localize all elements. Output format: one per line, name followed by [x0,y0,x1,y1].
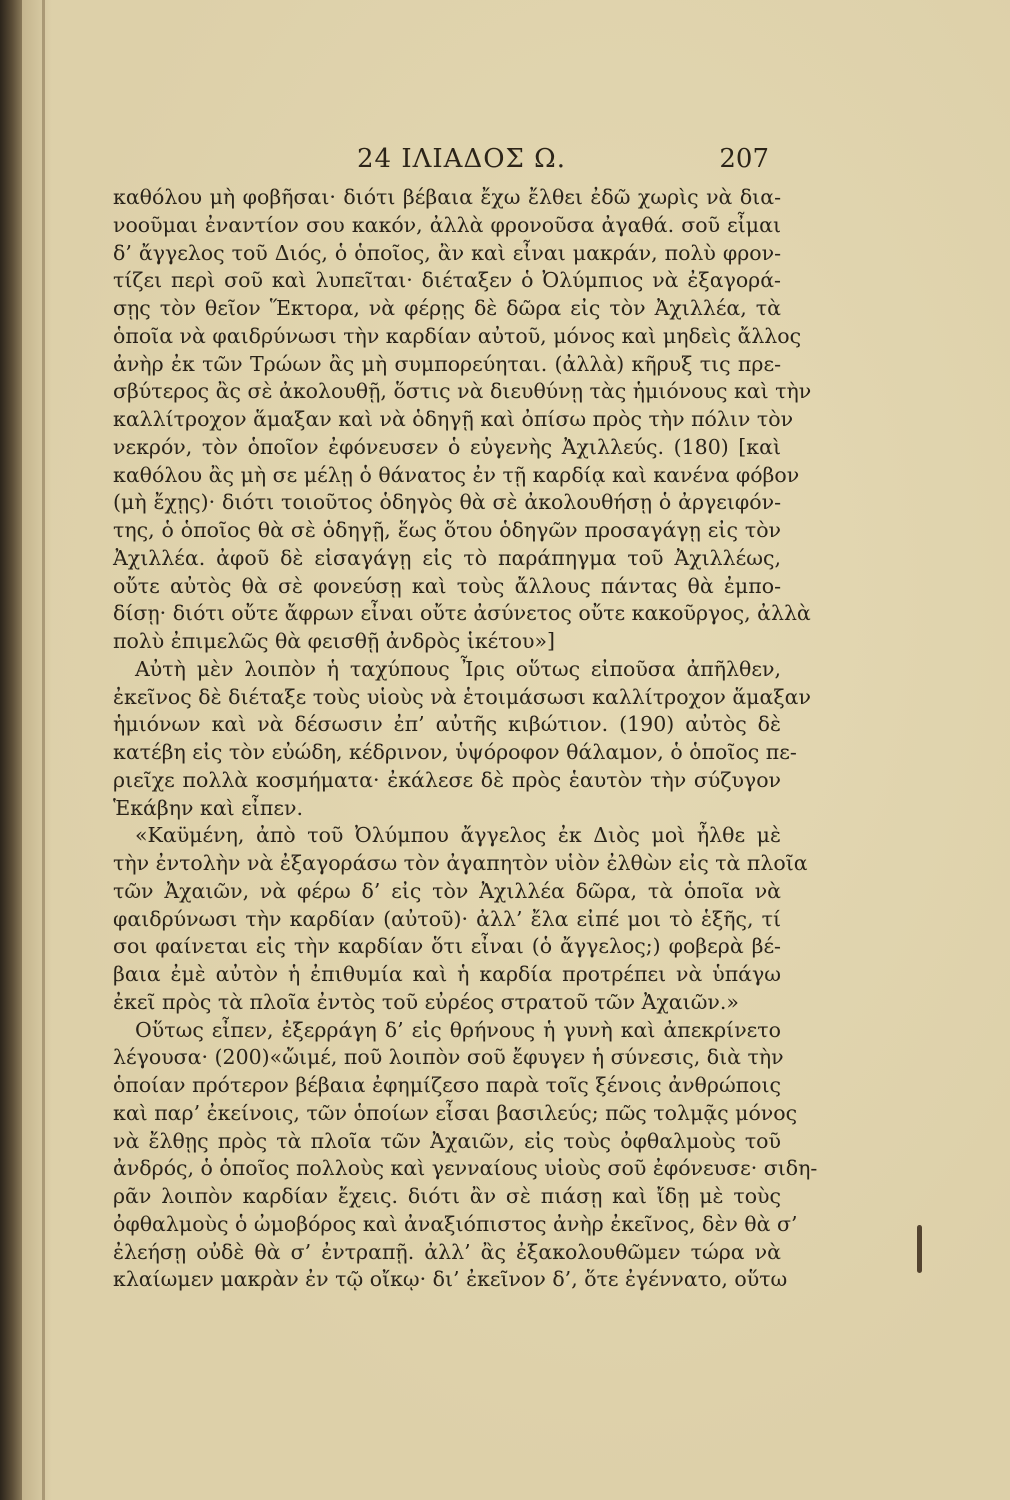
text-line: «Καϋμένη, ἀπὸ τοῦ Ὀλύμπου ἄγγελος ἐκ Διὸς μοὶ ἦλθε μὲ [135,823,781,848]
text-line: οὔτε αὐτὸς θὰ σὲ φονεύσῃ καὶ τοὺς ἄλλους πάντας θὰ ἐμπο- [113,573,781,598]
text-line: Οὕτως εἶπεν, ἐξερράγη δ’ εἰς θρήνους ἡ γυνὴ καὶ ἀπεκρίνετο [135,1017,781,1042]
text-line: Ἀχιλλέα. ἀφοῦ δὲ εἰσαγάγῃ εἰς τὸ παράπηγμα τοῦ Ἀχιλλέως, [113,545,781,570]
text-line: Ἑκάβην καὶ εἶπεν. [113,795,303,820]
text-line: ἐκεῖνος δὲ διέταξε τοὺς υἱοὺς νὰ ἑτοιμάσωσι καλλίτροχον ἅμαξαν [113,684,811,709]
text-line: ἀνδρός, ὁ ὁποῖος πολλοὺς καὶ γενναίους υἱοὺς σοῦ ἐφόνευσε· σιδη- [113,1156,818,1181]
running-header [357,144,777,184]
text-line: ἡμιόνων καὶ νὰ δέσωσιν ἐπ’ αὐτῆς κιβώτιον. (190) αὐτὸς δὲ [113,712,781,737]
text-line: ὁποῖα νὰ φαιδρύνωσι τὴν καρδίαν αὐτοῦ, μόνος καὶ μηδεὶς ἄλλος [113,323,802,348]
text-line: ριεῖχε πολλὰ κοσμήματα· ἐκάλεσε δὲ πρὸς ἑαυτὸν τὴν σύζυγον [113,767,781,792]
text-line: δ’ ἄγγελος τοῦ Διός, ὁ ὁποῖος, ἂν καὶ εἶναι μακράν, πολὺ φρον- [113,240,781,265]
text-line: σβύτερος ἂς σὲ ἀκολουθῇ, ὅστις νὰ διευθύνῃ τὰς ἡμιόνους καὶ τὴν [113,379,812,404]
text-line: σῃς τὸν θεῖον Ἕκτορα, νὰ φέρῃς δὲ δῶρα εἰς τὸν Ἀχιλλέα, τὰ [113,296,781,320]
text-line: ἐλεήσῃ οὐδὲ θὰ σ’ ἐντραπῇ. ἀλλ’ ἂς ἐξακολουθῶμεν τώρα νὰ [113,1239,781,1264]
text-line: Αὐτὴ μὲν λοιπὸν ἡ ταχύπους Ἶρις οὕτως εἰποῦσα ἀπῆλθεν, [135,656,781,681]
text-line: ρᾶν λοιπὸν καρδίαν ἔχεις. διότι ἂν σὲ πιάσῃ καὶ ἴδῃ μὲ τοὺς [113,1184,781,1208]
text-line: κλαίωμεν μακρὰν ἐν τῷ οἴκῳ· δι’ ἐκεῖνον δ’, ὅτε ἐγέννατο, οὕτω [113,1267,788,1292]
text-line: πολὺ ἐπιμελῶς θὰ φεισθῇ ἀνδρὸς ἱκέτου»] [113,629,555,653]
page-fold-shadow [42,0,45,1500]
text-block [113,184,818,1294]
text-line: λέγουσα· (200)«ὤιμέ, ποῦ λοιπὸν σοῦ ἔφυγεν ἡ σύνεσις, διὰ τὴν [113,1045,784,1070]
text-line: καθόλου ἂς μὴ σε μέλῃ ὁ θάνατος ἐν τῇ καρδίᾳ καὶ κανένα φόβον [113,462,800,487]
text-line: καθόλου μὴ φοβῆσαι· διότι βέβαια ἔχω ἔλθει ἐδῶ χωρὶς νὰ δια- [113,185,781,209]
text-line: σοι φαίνεται εἰς τὴν καρδίαν ὅτι εἶναι (ὁ ἄγγελος;) φοβερὰ βέ- [113,934,781,959]
text-line: βαια ἐμὲ αὐτὸν ἡ ἐπιθυμία καὶ ἡ καρδία προτρέπει νὰ ὑπάγω [113,962,781,986]
ink-mark [917,1225,922,1273]
text-line: ὀφθαλμοὺς ὁ ὠμοβόρος καὶ ἀναξιόπιστος ἀνὴρ ἐκεῖνος, δὲν θὰ σ’ [113,1211,798,1236]
text-line: φαιδρύνωσι τὴν καρδίαν (αὐτοῦ)· ἀλλ’ ἔλα εἰπέ μοι τὸ ἑξῆς, τί [113,906,781,931]
text-line: τὴν ἐντολὴν νὰ ἐξαγοράσω τὸν ἀγαπητὸν υἱὸν ἐλθὼν εἰς τὰ πλοῖα [113,851,808,875]
text-line: ἀνὴρ ἐκ τῶν Τρώων ἂς μὴ συμπορεύηται. (ἀλλὰ) κῆρυξ τις πρε- [113,351,781,376]
page-number: 207 [719,144,769,174]
book-left-edge [0,0,22,1500]
text-line: της, ὁ ὁποῖος θὰ σὲ ὁδηγῇ, ἕως ὅτου ὁδηγῶν προσαγάγῃ εἰς τὸν [113,518,781,542]
text-line: ὁποίαν πρότερον βέβαια ἐφημίζεσο παρὰ τοῖς ξένοις ἀνθρώποις [113,1073,781,1097]
text-line: δίσῃ· διότι οὔτε ἄφρων εἶναι οὔτε ἀσύνετος οὔτε κακοῦργος, ἀλλὰ [113,601,811,626]
text-line: καὶ παρ’ ἐκείνοις, τῶν ὁποίων εἶσαι βασιλεύς; πῶς τολμᾷς μόνος [113,1100,798,1125]
text-line: τῶν Ἀχαιῶν, νὰ φέρω δ’ εἰς τὸν Ἀχιλλέα δῶρα, τὰ ὁποῖα νὰ [113,878,781,903]
text-line: νεκρόν, τὸν ὁποῖον ἐφόνευσεν ὁ εὐγενὴς Ἀχιλλεύς. (180) [καὶ [113,434,781,459]
text-line: κατέβη εἰς τὸν εὐώδη, κέδρινον, ὑψόροφον θάλαμον, ὁ ὁποῖος πε- [113,740,797,764]
text-line: νοοῦμαι ἐναντίον σου κακόν, ἀλλὰ φρονοῦσα ἀγαθά. σοῦ εἶμαι [113,212,781,237]
text-line: τίζει περὶ σοῦ καὶ λυπεῖται· διέταξεν ὁ Ὀλύμπιος νὰ ἐξαγορά- [113,268,781,293]
text-line: (μὴ ἔχῃς)· διότι τοιοῦτος ὁδηγὸς θὰ σὲ ἀκολουθήσῃ ὁ ἀργειφόν- [113,490,781,515]
text-line: καλλίτροχον ἅμαξαν καὶ νὰ ὁδηγῇ καὶ ὀπίσω πρὸς τὴν πόλιν τὸν [113,407,794,431]
text-line: ἐκεῖ πρὸς τὰ πλοῖα ἐντὸς τοῦ εὐρέος στρατοῦ τῶν Ἀχαιῶν.» [113,989,739,1014]
text-line: νὰ ἔλθῃς πρὸς τὰ πλοῖα τῶν Ἀχαιῶν, εἰς τοὺς ὀφθαλμοὺς τοῦ [113,1128,781,1153]
running-title: 24 ΙΛΙΑΔΟΣ Ω. [357,144,567,174]
